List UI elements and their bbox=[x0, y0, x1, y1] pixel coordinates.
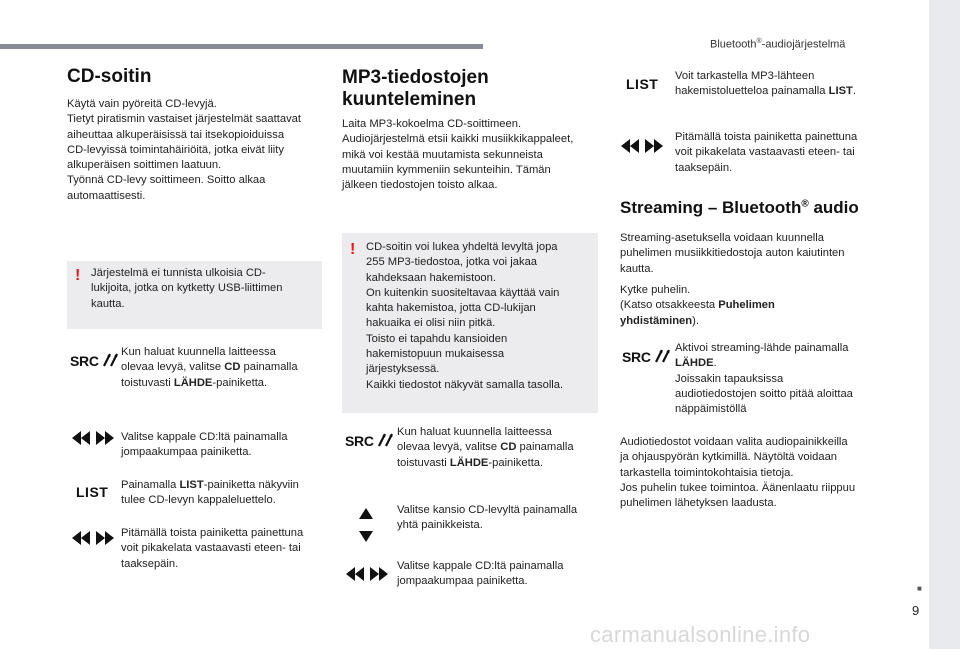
folder-up-down-icon bbox=[359, 508, 373, 547]
streaming-heading: Streaming – Bluetooth® audio bbox=[620, 198, 859, 217]
list-button-icon: LIST bbox=[76, 484, 109, 500]
mp3-warning-box bbox=[342, 233, 598, 413]
cd-track-instructions: Valitse kappale CD:ltä painamalla jompaakumpaa painiketta. bbox=[121, 431, 288, 459]
page-marker: ■ bbox=[917, 584, 922, 593]
page-edge-strip bbox=[929, 0, 960, 649]
mp3-folder-instructions: Valitse kansio CD-levyltä painamalla yhtä painikkeista. bbox=[397, 504, 578, 532]
streaming-intro: Streaming-asetuksella voidaan kuunnella puhelimen musiikkitiedostoja auton kaiutinten kautta. bbox=[620, 232, 845, 275]
mp3-intro: Laita MP3-kokoelma CD-soittimeen. Audiojärjestelmä etsii kaikki musiikkikappaleet, mikä voi kestää muutamista sekunneista muutamiin kymmeniin sekunteihin. Tämän jälkeen tiedostojen toisto alkaa. bbox=[342, 118, 574, 192]
section-header: Bluetooth®-audiojärjestelmä bbox=[710, 38, 846, 51]
src-button-icon: SRC bbox=[70, 352, 120, 369]
mp3-list-instructions: Voit tarkastella MP3-lähteen hakemistoluetteloa painamalla LIST. bbox=[675, 70, 856, 98]
mp3-hold-instructions: Pitämällä toista painiketta painettuna voit pikakelata vastaavasti eteen- tai taaksepäin. bbox=[675, 131, 858, 174]
warning-icon: ! bbox=[75, 267, 81, 284]
mp3-src-instructions: Kun haluat kuunnella laitteessa olevaa levyä, valitse CD painamalla toistuvasti LÄHDE-painiketta. bbox=[397, 426, 574, 469]
mp3-track-instructions: Valitse kappale CD:ltä painamalla jompaakumpaa painiketta. bbox=[397, 560, 564, 588]
fast-forward-rewind-icon bbox=[72, 530, 114, 551]
src-button-icon: SRC bbox=[345, 432, 395, 449]
watermark: carmanualsonline.info bbox=[590, 622, 811, 647]
cd-hold-instructions: Pitämällä toista painiketta painettuna voit pikakelata vastaavasti eteen- tai taaksepäin. bbox=[121, 527, 304, 570]
cd-list-instructions: Painamalla LIST-painiketta näkyviin tulee CD-levyn kappaleluettelo. bbox=[121, 479, 299, 507]
mp3-heading: MP3-tiedostojen kuunteleminen bbox=[342, 67, 489, 110]
streaming-src-instructions: Aktivoi streaming-lähde painamalla LÄHDE. Joissakin tapauksissa audiotiedostojen soitto pitää aloittaa näppäimistöllä bbox=[675, 342, 853, 416]
mp3-warning-text: CD-soitin voi lukea yhdeltä levyltä jopa 255 MP3-tiedostoa, jotka voi jakaa kahdeksaan hakemistoon. On kuitenkin suositeltavaa käyttää vain kahta hakemistoa, jotta CD-lukijan hakuaika ei olisi niin pitkä. Toisto ei tapahdu kansioiden hakemistopuun mukaisessa järjestyksessä. Kaikki tiedostot näkyvät samalla tasolla. bbox=[366, 241, 564, 391]
cd-player-heading: CD-soitin bbox=[67, 66, 152, 87]
connect-phone-text: Kytke puhelin. (Katso otsakkeesta Puhelimen yhdistäminen). bbox=[620, 284, 775, 327]
page-number: 9 bbox=[912, 603, 920, 618]
cd-warning-box bbox=[67, 261, 322, 329]
list-button-icon: LIST bbox=[626, 76, 659, 92]
header-bar bbox=[0, 44, 483, 49]
src-button-icon: SRC bbox=[622, 348, 672, 365]
cd-src-instructions: Kun haluat kuunnella laitteessa olevaa levyä, valitse CD painamalla toistuvasti LÄHDE-painiketta. bbox=[121, 346, 298, 389]
cd-warning-text: Järjestelmä ei tunnista ulkoisia CD- lukijoita, jotka on kytketty USB-liittimen kautta. bbox=[91, 267, 283, 310]
streaming-outro: Audiotiedostot voidaan valita audiopainikkeilla ja ohjauspyörän kytkimillä. Näytöltä voidaan tarkastella toimintokohtaisia tietoja. Jos puhelin tukee toimintoa. Äänenlaatu riippuu puhelimen lähetyksen laadusta. bbox=[620, 436, 856, 510]
warning-icon: ! bbox=[350, 241, 356, 258]
fast-forward-rewind-icon bbox=[621, 138, 663, 159]
prev-next-track-icon bbox=[346, 566, 388, 587]
prev-next-track-icon bbox=[72, 430, 114, 451]
cd-intro: Käytä vain pyöreitä CD-levyjä. Tietyt piratismin vastaiset järjestelmät saattavat aiheuttaa alkuperäisissä tai itsekopioiduissa CD-levyissä toimintahäiriöitä, jotka eivät liity alkuperäisen soittimen laatuun. Työnnä CD-levy soittimeen. Soitto alkaa automaattisesti. bbox=[67, 98, 301, 202]
